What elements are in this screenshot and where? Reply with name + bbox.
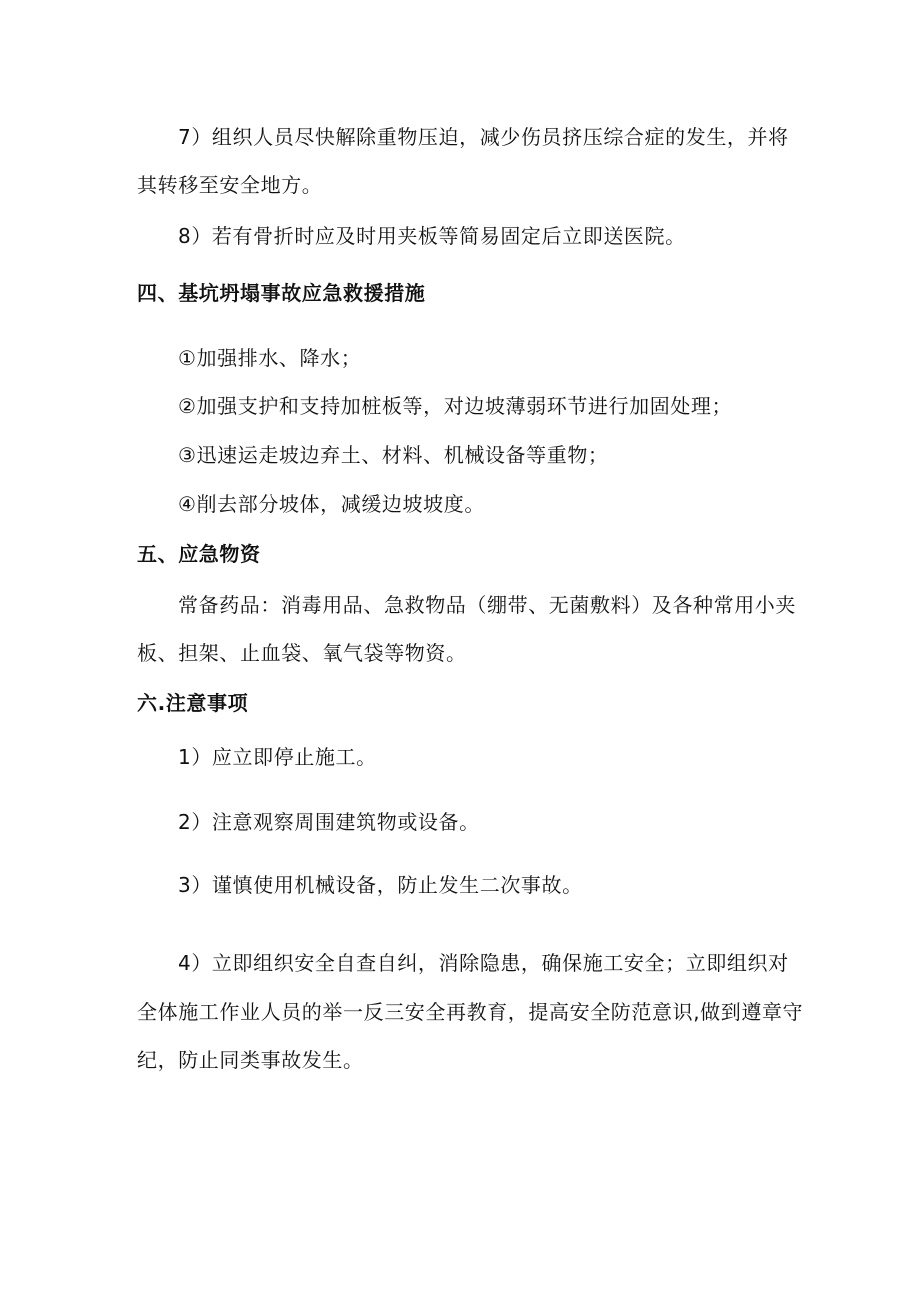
list-item-4: ④削去部分坡体，减缓边坡坡度。 bbox=[178, 492, 485, 516]
section-heading-6: 六.注意事项 bbox=[137, 691, 249, 715]
notice-item-4-line-3: 纪，防止同类事故发生。 bbox=[137, 1048, 364, 1072]
supplies-paragraph-line-2: 板、担架、止血袋、氧气袋等物资。 bbox=[137, 641, 467, 665]
notice-item-2: 2）注意观察周围建筑物或设备。 bbox=[178, 810, 480, 834]
list-item-2: ②加强支护和支持加桩板等，对边坡薄弱环节进行加固处理； bbox=[178, 394, 733, 418]
paragraph-8: 8）若有骨折时应及时用夹板等简易固定后立即送医院。 bbox=[178, 224, 686, 248]
notice-item-3: 3）谨慎使用机械设备，防止发生二次事故。 bbox=[178, 873, 583, 897]
paragraph-7-line-2: 其转移至安全地方。 bbox=[137, 173, 323, 197]
notice-item-4-line-2: 全体施工作业人员的举一反三安全再教育，提高安全防范意识,做到遵章守 bbox=[137, 1000, 804, 1024]
section-heading-4: 四、基坑坍塌事故应急救援措施 bbox=[137, 281, 426, 305]
paragraph-7-line-1: 7）组织人员尽快解除重物压迫，减少伤员挤压综合症的发生，并将 bbox=[178, 125, 789, 149]
list-item-3: ③迅速运走坡边弃土、材料、机械设备等重物； bbox=[178, 443, 609, 467]
supplies-paragraph-line-1: 常备药品：消毒用品、急救物品（绷带、无菌敷料）及各种常用小夹 bbox=[178, 593, 796, 617]
section-heading-5: 五、应急物资 bbox=[137, 542, 261, 566]
list-item-1: ①加强排水、降水； bbox=[178, 346, 362, 370]
notice-item-4-line-1: 4）立即组织安全自查自纠，消除隐患，确保施工安全；立即组织对 bbox=[178, 951, 789, 975]
notice-item-1: 1）应立即停止施工。 bbox=[178, 745, 377, 769]
